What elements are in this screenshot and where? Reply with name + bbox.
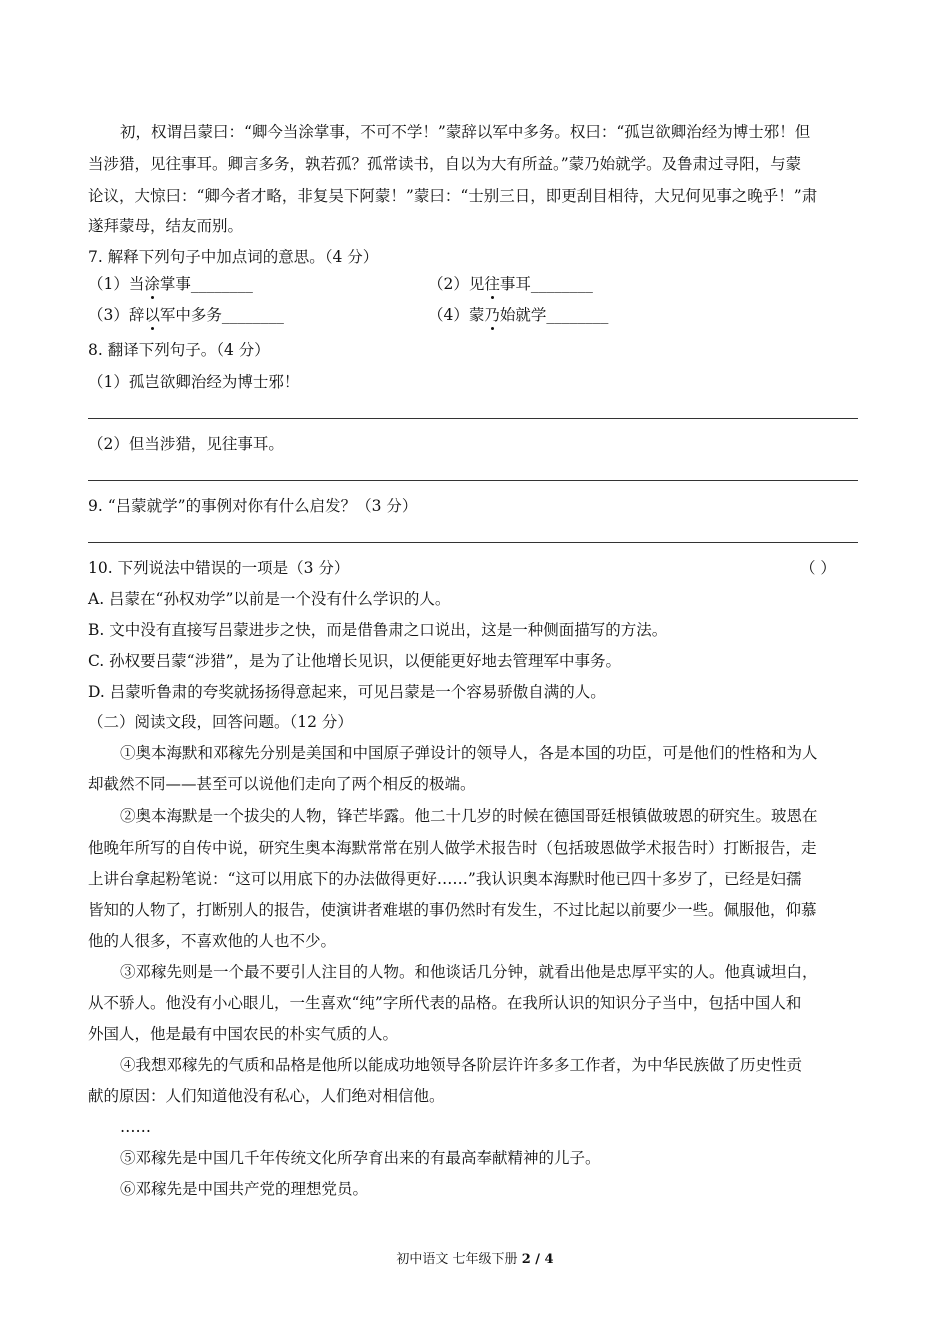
passage2-ellipsis: …… <box>120 1118 151 1136</box>
q10-title: 10. 下列说法中错误的一项是（3 分） <box>88 559 350 577</box>
answer-blank[interactable]: ________ <box>190 275 253 293</box>
answer-line[interactable] <box>88 542 858 543</box>
emphasis-dot: 往 <box>484 275 500 293</box>
q10-option-b: B. 文中没有直接写吕蒙进步之快，而是借鲁肃之口说出，这是一种侧面描写的方法。 <box>88 621 668 639</box>
footer-text: 初中语文 七年级下册 <box>396 1252 522 1267</box>
emphasis-dot: 乃 <box>484 306 500 324</box>
page-footer <box>0 1248 950 1267</box>
passage2-p2-line-5: 他的人很多，不喜欢他的人也不少。 <box>88 932 337 950</box>
passage2-p3-line-2: 从不骄人。他没有小心眼儿，一生喜欢“纯”字所代表的品格。在我所认识的知识分子当中，包括中国人和 <box>88 994 802 1012</box>
q8-sentence-2: （2）但当涉猎，见往事耳。 <box>88 435 284 453</box>
passage2-p5: ⑤邓稼先是中国几千年传统文化所孕育出来的有最高奉献精神的儿子。 <box>120 1149 601 1167</box>
q9-title: 9. “吕蒙就学”的事例对你有什么启发？（3 分） <box>88 497 418 515</box>
q10-option-c: C. 孙权要吕蒙“涉猎”，是为了让他增长见识，以便能更好地去管理军中事务。 <box>88 652 622 670</box>
q7-item-2: （2）见往事耳________ <box>428 275 593 293</box>
passage2-p4-line-2: 献的原因：人们知道他没有私心，人们绝对相信他。 <box>88 1087 445 1105</box>
q10-option-d: D. 吕蒙听鲁肃的夸奖就扬扬得意起来，可见吕蒙是一个容易骄傲自满的人。 <box>88 683 606 701</box>
passage2-p1-line-1: ①奥本海默和邓稼先分别是美国和中国原子弹设计的领导人，各是本国的功臣，可是他们的性格和为人 <box>120 744 818 762</box>
q8-sentence-1: （1）孤岂欲卿治经为博士邪！ <box>88 373 300 391</box>
answer-blank[interactable]: ________ <box>221 306 284 324</box>
answer-line[interactable] <box>88 480 858 481</box>
passage2-p2-line-4: 皆知的人物了，打断别人的报告，使演讲者难堪的事仍然时有发生，不过比起以前要少一些。佩服他，仰慕 <box>88 901 817 919</box>
passage2-p2-line-2: 他晚年所写的自传中说，研究生奥本海默常常在别人做学术报告时（包括玻恩做学术报告时）打断报告，走 <box>88 839 817 857</box>
emphasis-dot: 涂 <box>144 275 160 293</box>
passage2-p1-line-2: 却截然不同——甚至可以说他们走向了两个相反的极端。 <box>88 775 476 793</box>
q7-item-3: （3）辞以军中多务________ <box>88 306 284 324</box>
passage2-p6: ⑥邓稼先是中国共产党的理想党员。 <box>120 1180 369 1198</box>
passage2-p2-line-1: ②奥本海默是一个拔尖的人物，锋芒毕露。他二十几岁的时候在德国哥廷根镇做玻恩的研究生。玻恩在 <box>120 807 818 825</box>
emphasis-dot: 以 <box>144 306 160 324</box>
q7-title: 7. 解释下列句子中加点词的意思。（4 分） <box>88 248 379 266</box>
answer-blank[interactable]: ________ <box>530 275 593 293</box>
q10-answer-paren[interactable]: （ ） <box>800 559 836 577</box>
passage2-p3-line-3: 外国人，他是最有中国农民的朴实气质的人。 <box>88 1025 399 1043</box>
q7-item-1: （1）当涂掌事________ <box>88 275 253 293</box>
section2-title: （二）阅读文段，回答问题。（12 分） <box>88 713 353 731</box>
answer-line[interactable] <box>88 418 858 419</box>
q10-option-a: A. 吕蒙在“孙权劝学”以前是一个没有什么学识的人。 <box>88 590 451 608</box>
passage2-p2-line-3: 上讲台拿起粉笔说：“这可以用底下的办法做得更好……”我认识奥本海默时他已四十多岁了，已经是妇孺 <box>88 870 802 888</box>
passage2-p3-line-1: ③邓稼先则是一个最不要引人注目的人物。和他谈话几分钟，就看出他是忠厚平实的人。他真诚坦白， <box>120 963 818 981</box>
passage1-line-4: 遂拜蒙母，结友而别。 <box>88 217 244 235</box>
passage1-line-3: 论议，大惊曰：“卿今者才略，非复吴下阿蒙！”蒙曰：“士别三日，即更刮目相待，大兄何见事之晚乎！”肃 <box>88 187 818 205</box>
answer-blank[interactable]: ________ <box>546 306 609 324</box>
q7-item-4: （4）蒙乃始就学________ <box>428 306 609 324</box>
passage2-p4-line-1: ④我想邓稼先的气质和品格是他所以能成功地领导各阶层许许多多工作者，为中华民族做了历史性贡 <box>120 1056 803 1074</box>
q8-title: 8. 翻译下列句子。（4 分） <box>88 341 270 359</box>
page-number: 2 / 4 <box>521 1252 554 1267</box>
passage1-line-1: 初，权谓吕蒙曰：“卿今当涂掌事，不可不学！”蒙辞以军中多务。权曰：“孤岂欲卿治经为博士邪！但 <box>120 123 811 141</box>
passage1-line-2: 当涉猎，见往事耳。卿言多务，孰若孤？孤常读书，自以为大有所益。”蒙乃始就学。及鲁肃过寻阳，与蒙 <box>88 155 802 173</box>
